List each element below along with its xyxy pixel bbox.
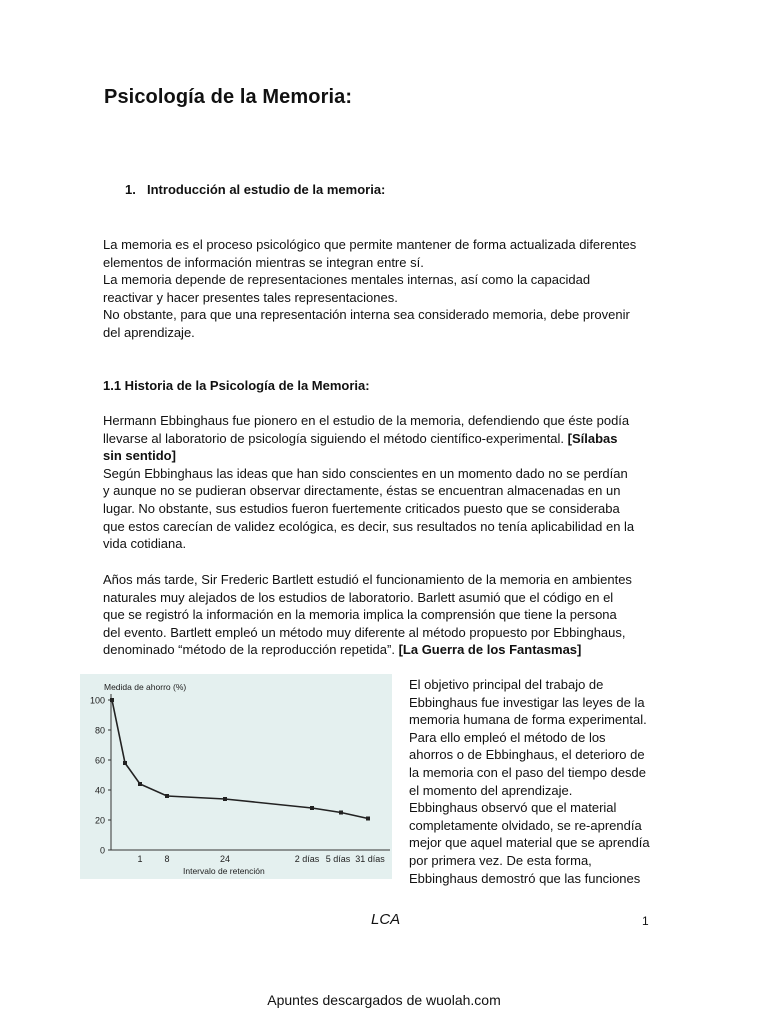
y-tick-label: 80 — [94, 725, 105, 736]
data-point — [223, 797, 227, 801]
text-line: y aunque no se pudieran observar directamente, éstas se encuentran almacenadas en un — [103, 483, 621, 499]
text-run: llevarse al laboratorio de psicología siguiendo el método científico-experimental. — [103, 430, 568, 446]
y-tick-label: 20 — [94, 815, 105, 826]
data-point — [110, 698, 114, 702]
side-paragraph — [409, 676, 671, 887]
intro-paragraph — [103, 236, 669, 342]
section-heading-history: 1.1 Historia de la Psicología de la Memoria: — [103, 378, 370, 393]
page-number: 1 — [642, 914, 649, 928]
page-title: Psicología de la Memoria: — [104, 86, 353, 108]
x-tick-label: 8 — [164, 854, 170, 864]
section-heading-intro — [125, 182, 385, 197]
text-line: completamente olvidado, se re-aprendía — [409, 817, 642, 833]
text-line: Hermann Ebbinghaus fue pionero en el estudio de la memoria, defendiendo que éste podía — [103, 413, 630, 428]
y-tick-label: 100 — [89, 695, 105, 706]
text-line: por primera vez. De esta forma, — [409, 852, 592, 868]
text-line — [103, 430, 669, 448]
bold-reference: [La Guerra de los Fantasmas] — [398, 642, 582, 658]
section-heading-text: Introducción al estudio de la memoria: — [147, 182, 386, 197]
text-line: naturales muy alejados de los estudios de laboratorio. Barlett asumió que el código en el — [103, 589, 614, 605]
text-line: La memoria depende de representaciones mentales internas, así como la capacidad — [103, 272, 591, 288]
forgetting-curve-chart — [80, 674, 392, 879]
y-tick-label: 60 — [94, 755, 105, 766]
forgetting-curve-figure — [80, 674, 392, 879]
x-tick-label: 2 días — [294, 854, 320, 864]
text-line: del evento. Bartlett empleó un método muy diferente al método propuesto por Ebbinghaus, — [103, 624, 626, 640]
text-line: Para ello empleó el método de los — [409, 729, 606, 745]
text-line: que estos carecían de validez ecológica, es decir, sus resultados no tenía aplicabilidad en la — [103, 518, 635, 534]
text-line: El objetivo principal del trabajo de — [409, 677, 604, 692]
y-axis-label: Medida de ahorro (%) — [104, 682, 187, 692]
text-line: Ebbinghaus observó que el material — [409, 800, 617, 816]
text-line: elementos de información mientras se integran entre sí. — [103, 254, 424, 270]
x-tick-label: 5 días — [325, 854, 351, 864]
text-line: del aprendizaje. — [103, 324, 195, 340]
history-paragraph — [103, 412, 669, 553]
text-line: reactivar y hacer presentes tales representaciones. — [103, 289, 398, 305]
data-point — [138, 782, 142, 786]
bold-reference: sin sentido] — [103, 448, 176, 464]
text-line — [103, 641, 669, 659]
text-line — [103, 447, 669, 465]
y-tick-label: 40 — [94, 785, 105, 796]
text-line: memoria humana de forma experimental. — [409, 712, 647, 728]
x-tick-label: 1 — [137, 854, 143, 864]
x-tick-label: 31 días — [355, 854, 385, 864]
data-point — [165, 794, 169, 798]
text-line: lugar. No obstante, sus estudios fueron fuertemente criticados puesto que se consideraba — [103, 500, 620, 516]
text-line: el momento del aprendizaje. — [409, 782, 573, 798]
text-line: Ebbinghaus fue investigar las leyes de la — [409, 694, 645, 710]
text-line: Ebbinghaus demostró que las funciones — [409, 870, 641, 886]
text-run: denominado “método de la reproducción repetida”. — [103, 642, 399, 658]
text-line: Años más tarde, Sir Frederic Bartlett estudió el funcionamiento de la memoria en ambientes — [103, 572, 632, 587]
text-line: La memoria es el proceso psicológico que permite mantener de forma actualizada diferentes — [103, 237, 637, 252]
x-tick-label: 24 — [219, 854, 231, 864]
y-tick-label: 0 — [99, 845, 105, 856]
text-line: No obstante, para que una representación interna sea considerado memoria, debe provenir — [103, 307, 630, 323]
data-point — [339, 811, 343, 815]
footer-author: LCA — [371, 911, 401, 928]
section-number: 1. — [125, 182, 136, 197]
bartlett-paragraph — [103, 571, 669, 659]
series-line — [112, 700, 368, 819]
text-line: la memoria con el paso del tiempo desde — [409, 764, 647, 780]
bold-reference: [Sílabas — [567, 430, 618, 446]
text-line: vida cotidiana. — [103, 536, 187, 552]
data-point — [123, 761, 127, 765]
footer-credit: Apuntes descargados de wuolah.com — [267, 992, 501, 1008]
text-line: Según Ebbinghaus las ideas que han sido conscientes en un momento dado no se perdían — [103, 465, 628, 481]
x-axis-label: Intervalo de retención — [183, 866, 265, 876]
text-line: mejor que aquel material que se aprendía — [409, 835, 650, 851]
text-line: ahorros o de Ebbinghaus, el deterioro de — [409, 747, 645, 763]
data-point — [366, 817, 370, 821]
data-point — [310, 806, 314, 810]
text-line: que se registró la información en la memoria implica la comprensión que tiene la persona — [103, 607, 617, 623]
